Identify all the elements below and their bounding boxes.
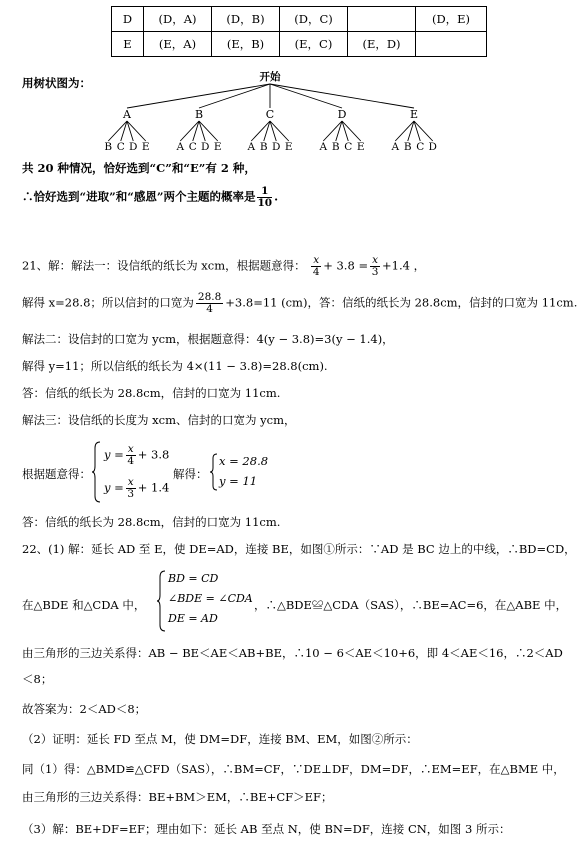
- tree-leaf: A: [176, 141, 185, 153]
- tree-leaf: B: [331, 141, 340, 153]
- table-cell: [348, 7, 416, 32]
- denominator: 4: [312, 266, 320, 279]
- q22-line7: 同（1）得：△BMD≌△CFD（SAS），∴BM=CF，∵DE⊥DF，DM=DF，∴EM=EF，在△BME 中，: [22, 762, 565, 776]
- condition-3: DE = AD: [168, 612, 218, 625]
- eq-lhs: y =: [104, 447, 124, 462]
- system-eq2: [104, 477, 169, 500]
- q21-line1: [22, 255, 425, 278]
- tree-leaf: A: [247, 141, 256, 153]
- tree-leaf: D: [129, 141, 138, 153]
- fraction: [126, 477, 136, 500]
- left-brace: [92, 440, 102, 504]
- equation-end: +1.4 ，: [382, 258, 426, 273]
- table-cell: (D，B): [212, 7, 280, 32]
- solution-y: y = 11: [219, 474, 258, 488]
- tree-leaf: E: [284, 141, 293, 153]
- left-brace: [210, 453, 218, 491]
- tree-leaf: E: [356, 141, 365, 153]
- numerator: x: [127, 476, 134, 488]
- tree-edge: [199, 84, 270, 108]
- fraction: [311, 255, 321, 278]
- q22-line8: 由三角形的三边关系得：BE+BM＞EM，∴BE+CF＞EF；: [22, 790, 333, 804]
- q22-line1: 22、(1) 解：延长 AD 至 E，使 DE=AD，连接 BE，如图①所示：∵AD 是 BC 边上的中线，∴BD=CD，: [22, 542, 576, 556]
- q21-line4: 解得 y=11；所以信纸的纸长为 4×(11 − 3.8)=28.8(cm).: [22, 359, 328, 373]
- q22-line5: 故答案为：2＜AD＜8；: [22, 702, 147, 716]
- tree-leaf: A: [391, 141, 400, 153]
- numerator: x: [372, 254, 378, 266]
- table-cell: D: [112, 7, 144, 32]
- table-cell: (D，C): [280, 7, 348, 32]
- tree-leaf: C: [344, 141, 353, 153]
- tree-leaf: D: [201, 141, 210, 153]
- tree-node: E: [409, 108, 419, 121]
- q21-solution-text: 解得 x=28.8；所以信封的口宽为: [22, 295, 194, 310]
- probability-line: [22, 186, 278, 209]
- table-cell: (E，A): [144, 32, 212, 57]
- tree-node: B: [194, 108, 204, 121]
- q22-line9: （3）解：BE+DF=EF；理由如下：延长 AB 至点 N，使 BN=DF，连接 CN，如图 3 所示：: [22, 822, 511, 836]
- tree-root: 开始: [259, 71, 281, 83]
- denominator: 3: [371, 266, 379, 279]
- q21-answer-text: +3.8=11 (cm)，答：信纸的纸长为 28.8cm，信封的口宽为 11cm.: [225, 295, 578, 310]
- tree-leaf: A: [319, 141, 328, 153]
- fraction: [370, 255, 380, 278]
- tree-leaf: C: [116, 141, 125, 153]
- numerator: x: [127, 443, 134, 455]
- tree-leaf: C: [188, 141, 197, 153]
- tree-edge: [270, 84, 342, 108]
- table-cell: (E，B): [212, 32, 280, 57]
- eq-rhs: + 1.4: [137, 480, 170, 495]
- table-cell: [416, 32, 487, 57]
- numerator: x: [313, 254, 320, 266]
- q22-line4: ＜8；: [22, 672, 53, 686]
- q21-intro: 21、解：解法一：设信纸的纸长为 xcm，根据题意得：: [22, 258, 306, 273]
- q21-system-label: 根据题意得：: [22, 467, 91, 481]
- q22-line3: 由三角形的三边关系得：AB − BE＜AE＜AB+BE，∴10 − 6＜AE＜10+6，即 4＜AE＜16，∴2＜AD: [22, 646, 563, 660]
- q21-line6: 解法三：设信纸的长度为 xcm、信封的口宽为 ycm，: [22, 413, 296, 427]
- tree-edge: [270, 84, 414, 108]
- fraction: [257, 186, 272, 209]
- eq-lhs: y =: [104, 480, 124, 495]
- table-row: [112, 7, 487, 32]
- tree-leaf: E: [141, 141, 150, 153]
- denominator: 3: [127, 488, 135, 501]
- denominator: 4: [127, 455, 135, 468]
- tree-leaf: D: [428, 141, 437, 153]
- condition-1: BD = CD: [168, 572, 219, 585]
- solution-x: x = 28.8: [219, 454, 269, 468]
- period: .: [274, 189, 279, 204]
- table-cell: (E，D): [348, 32, 416, 57]
- solve-label: 解得：: [173, 467, 208, 481]
- q21-line5: 答：信纸的纸长为 28.8cm，信封的口宽为 11cm.: [22, 386, 281, 400]
- tree-leaf: B: [259, 141, 268, 153]
- tree-node: A: [123, 108, 131, 121]
- denominator: 4: [206, 303, 213, 316]
- outcome-count: 共 20 种情况，恰好选到“C”和“E”有 2 种，: [22, 161, 256, 175]
- left-brace: [157, 570, 167, 632]
- tree-leaf: B: [403, 141, 412, 153]
- numerator: 28.8: [197, 291, 222, 303]
- condition-2: ∠BDE = ∠CDA: [168, 592, 253, 605]
- tree-leaf: C: [416, 141, 425, 153]
- q22-line2-post: ，∴△BDE≌△CDA（SAS），∴BE=AC=6，在△ABE 中，: [254, 598, 568, 612]
- numerator: 1: [257, 186, 272, 198]
- tree-diagram: [0, 70, 587, 158]
- table-cell: E: [112, 32, 144, 57]
- q22-line2-pre: 在△BDE 和△CDA 中，: [22, 598, 146, 612]
- tree-leaf: D: [272, 141, 281, 153]
- fraction: [196, 292, 223, 315]
- tree-node: C: [265, 108, 275, 121]
- tree-node: D: [337, 108, 347, 121]
- q21-line2: [22, 292, 577, 315]
- eq-rhs: + 3.8: [137, 447, 170, 462]
- table-cell: (D，E): [416, 7, 487, 32]
- tree-edge: [127, 84, 270, 108]
- probability-text: ∴恰好选到“进取”和“感恩”两个主题的概率是: [22, 189, 256, 204]
- table-cell: (D，A): [144, 7, 212, 32]
- q22-line6: （2）证明：延长 FD 至点 M，使 DM=DF，连接 BM、EM，如图②所示：: [22, 732, 418, 746]
- equation-middle: + 3.8 =: [323, 258, 369, 273]
- table-cell: (E，C): [280, 32, 348, 57]
- outcome-table: [111, 6, 487, 57]
- tree-leaf: E: [213, 141, 222, 153]
- denominator: 10: [257, 197, 273, 210]
- q21-line3: 解法二：设信封的口宽为 ycm，根据题意得：4(y − 3.8)=3(y − 1.4)，: [22, 332, 394, 346]
- system-eq1: [104, 444, 169, 467]
- table-row: [112, 32, 487, 57]
- tree-leaf: B: [104, 141, 113, 153]
- tree-caption: 用树状图为：: [22, 76, 91, 90]
- q21-line8: 答：信纸的纸长为 28.8cm，信封的口宽为 11cm.: [22, 515, 281, 529]
- fraction: [126, 444, 136, 467]
